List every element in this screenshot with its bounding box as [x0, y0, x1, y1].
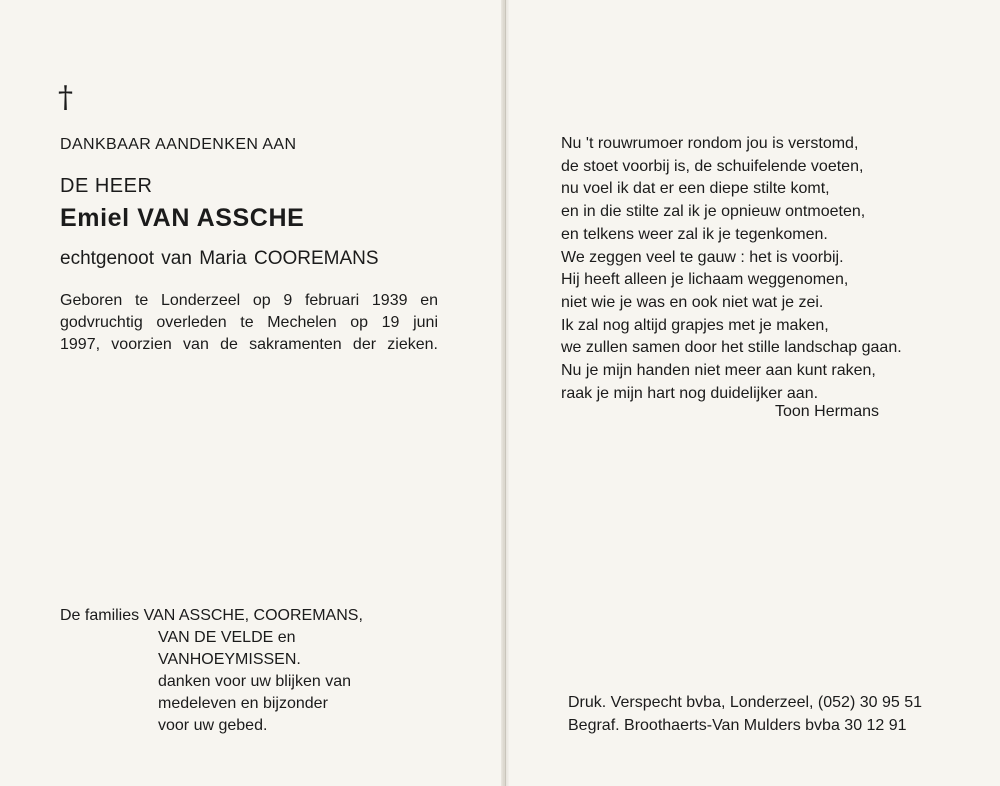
poem-line: de stoet voorbij is, de schuifelende voeten, — [561, 157, 864, 175]
families-line: VANHOEYMISSEN. — [158, 651, 301, 668]
poem-author: Toon Hermans — [775, 403, 880, 420]
poem-line: we zullen samen door het stille landschap gaan. — [561, 339, 902, 357]
families-line: voor uw gebed. — [158, 717, 268, 734]
funeral-director-imprint: Begraf. Broothaerts-Van Mulders bvba 30 12 91 — [568, 717, 907, 734]
poem — [561, 133, 902, 405]
honorific: DE HEER — [60, 175, 153, 197]
poem-line: Ik zal nog altijd grapjes met je maken, — [561, 316, 829, 334]
biography — [60, 290, 438, 356]
families-line: medeleven en bijzonder — [158, 695, 328, 712]
families-line: VAN DE VELDE en — [158, 629, 296, 646]
deceased-name: Emiel VAN ASSCHE — [60, 204, 305, 232]
families-lead: De families VAN ASSCHE, COOREMANS, — [60, 607, 363, 624]
bio-line: 1997, voorzien van de sakramenten der zieken. — [60, 336, 438, 353]
poem-line: niet wie je was en ook niet wat je zei. — [561, 293, 824, 311]
poem-line: en in die stilte zal ik je opnieuw ontmoeten, — [561, 203, 866, 221]
bio-line: Geboren te Londerzeel op 9 februari 1939 en — [60, 292, 438, 309]
poem-line: nu voel ik dat er een diepe stilte komt, — [561, 180, 830, 198]
spouse-line: echtgenoot van Maria COOREMANS — [60, 248, 379, 269]
poem-line: raak je mijn hart nog duidelijker aan. — [561, 384, 819, 402]
printer-imprint: Druk. Verspecht bvba, Londerzeel, (052) 30 95 51 — [568, 694, 922, 711]
cross-icon: † — [58, 80, 73, 115]
bio-line: godvruchtig overleden te Mechelen op 19 juni — [60, 314, 438, 331]
families-line: danken voor uw blijken van — [158, 673, 352, 690]
poem-line: Nu je mijn handen niet meer aan kunt raken, — [561, 362, 876, 380]
poem-line: Hij heeft alleen je lichaam weggenomen, — [561, 271, 849, 289]
poem-line: We zeggen veel te gauw : het is voorbij. — [561, 248, 844, 266]
poem-line: en telkens weer zal ik je tegenkomen. — [561, 225, 828, 243]
fold-line — [505, 0, 506, 786]
poem-line: Nu 't rouwrumoer rondom jou is verstomd, — [561, 135, 859, 152]
card-heading: DANKBAAR AANDENKEN AAN — [60, 136, 297, 153]
